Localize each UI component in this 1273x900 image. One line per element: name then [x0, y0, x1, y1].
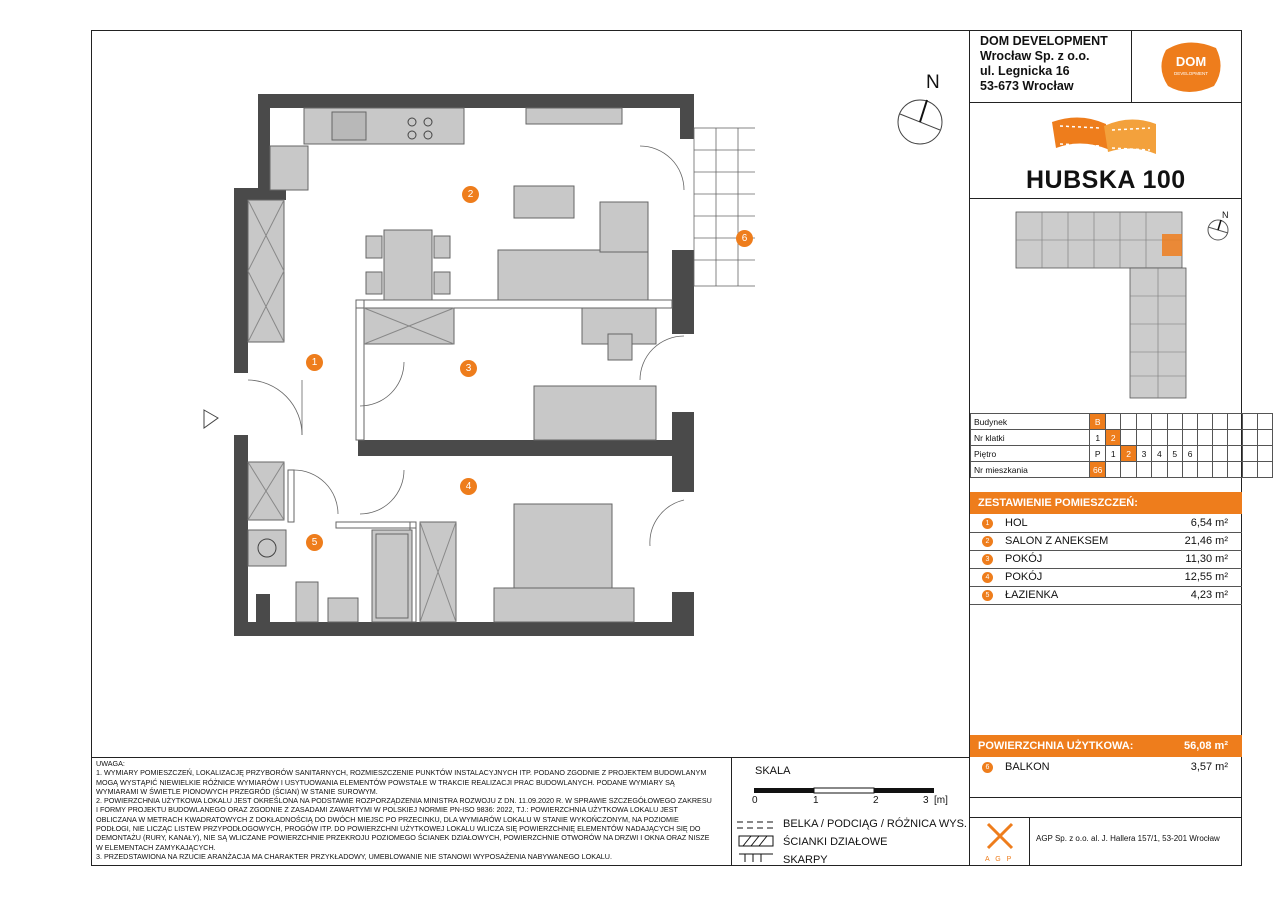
rooms-header: ZESTAWIENIE POMIESZCZEŃ:	[970, 492, 1242, 514]
header-divider	[969, 102, 1242, 103]
usable-area-label: POWIERZCHNIA UŻYTKOWA:	[978, 740, 1134, 752]
wall-east-3	[672, 412, 694, 492]
legend-slopes: SKARPY	[783, 854, 828, 866]
logo-divider	[1131, 30, 1132, 102]
developer-address: DOM DEVELOPMENT Wrocław Sp. z o.o. ul. Legnicka 16 53-673 Wrocław	[980, 34, 1108, 93]
scale-bar	[750, 786, 950, 798]
wall-room3-room4	[358, 440, 672, 456]
wall-south	[234, 622, 694, 636]
room-row-5: 5 ŁAZIENKA 4,23 m²	[970, 586, 1242, 605]
legend-beam: BELKA / PODCIĄG / RÓŻNICA WYS.	[783, 818, 967, 830]
plan-label-2: 2	[462, 186, 479, 203]
room-row-1: 1 HOL 6,54 m²	[970, 514, 1242, 533]
wall-east-1	[680, 94, 694, 139]
agp-letters: A G P	[985, 856, 1014, 863]
scale-unit: [m]	[934, 795, 948, 806]
wall-bath-nook	[256, 594, 270, 624]
row-mieszkanie: Nr mieszkania 66	[971, 462, 1273, 478]
agp-logo-icon	[984, 822, 1016, 850]
mini-compass-icon	[1206, 218, 1230, 242]
balcony-divider	[969, 797, 1242, 798]
plan-label-5: 5	[306, 534, 323, 551]
scale-tick-3: 3	[923, 795, 929, 806]
compass-icon	[896, 98, 946, 148]
notes-scale-divider	[731, 757, 732, 866]
building-key-plan	[1012, 206, 1192, 400]
room-row-4: 4 POKÓJ 12,55 m²	[970, 568, 1242, 587]
compass-label: N	[926, 72, 940, 93]
balcony-row: 6 BALKON 3,57 m²	[970, 758, 1242, 776]
notes-divider	[91, 757, 970, 758]
legend-walls: ŚCIANKI DZIAŁOWE	[783, 836, 888, 848]
project-title: HUBSKA 100	[1026, 166, 1186, 194]
wall-east-2	[672, 250, 694, 334]
scale-label: SKALA	[755, 765, 791, 777]
logo-word-bottom: DEVELOPMENT	[1173, 71, 1209, 76]
agp-logo-divider	[1029, 817, 1030, 866]
plan-label-1: 1	[306, 354, 323, 371]
room-row-2: 2 SALON Z ANEKSEM 21,46 m²	[970, 532, 1242, 551]
wall-shaft	[258, 94, 270, 194]
row-budynek: Budynek B	[971, 414, 1273, 430]
usable-area-bar	[970, 735, 1242, 757]
usable-area-value: 56,08 m²	[1183, 740, 1228, 752]
plan-label-6: 6	[736, 230, 753, 247]
scale-tick-0: 0	[752, 795, 758, 806]
dom-development-logo	[1158, 40, 1224, 94]
scale-tick-2: 2	[873, 795, 879, 806]
room-row-3: 3 POKÓJ 11,30 m²	[970, 550, 1242, 569]
apartment-info-table	[970, 413, 1273, 478]
wall-north	[258, 94, 694, 108]
wall-west-upper	[234, 188, 248, 373]
logo-word-top: DOM	[1175, 54, 1207, 69]
agp-divider	[969, 817, 1242, 818]
row-pietro: Piętro P 1 2 3 4 5 6	[971, 446, 1273, 462]
film-strip-icon	[1050, 110, 1160, 160]
scale-tick-1: 1	[813, 795, 819, 806]
legend-symbols	[737, 820, 777, 864]
row-klatka: Nr klatki 1 2	[971, 430, 1273, 446]
wall-west-lower	[234, 435, 248, 635]
notes-block: UWAGA: 1. WYMIARY POMIESZCZEŃ, LOKALIZACJĘ PRZYBORÓW SANITARNYCH, ROZMIESZCZENIE PUNKTÓW INSTALACYJNYCH ITP. PODANO ZGODNIE Z PROJEKTEM BUDOWLANYM MOGĄ WYSTĄPIĆ NIEWIELKIE RÓŻNICE WYMIARÓW I USYTUOWANIA ELEMENTÓW POWSTAŁE W TRAKCIE REALIZACJI PRAC BUDOWLANYCH. PODANE WYMIARY SĄ WYMIARAMI W ŚWIETLE PIONOWYCH PRZEGRÓD (ŚCIAN) W STANIE SUROWYM. 2. POWIERZCHNIA UŻYTKOWA LOKALU JEST OKREŚLONA NA PODSTAWIE ROZPORZĄDZENIA MINISTRA ROZWOJU Z DN. 11.09.2020 R. W SPRAWIE SZCZEGÓŁOWEGO ZAKRESU I FORMY PROJEKTU BUDOWLANEGO ORAZ ZGODNIE Z ZASADAMI ZAWARTYMI W POLSKIEJ NORMIE PN-ISO 9836: 2022, TJ.: POWIERZCHNIA UŻYTKOWA LOKALU JEST OBLICZANA W METRACH KWADRATOWYCH Z DOKŁADNOŚCIĄ DO DWÓCH MIEJSC PO PRZECINKU, DLA WYMIARÓW LOKALU W STANIE WYKOŃCZONYM, NA POZIOMIE PODŁOGI, NIE LICZĄC LISTEW PRZYPODŁOGOWYCH, PROGÓW ITP. DO POWIERZCHNI UŻYTKOWEJ LOKALU WLICZA SIĘ POWIERZCHNIĘ ELEMENTÓW NADAJĄCYCH SIĘ DO DEMONTAŻU (RURY, KANAŁY), NIE SĄ WLICZANE POWIERZCHNIE PRZEKROJU POZIOMEGO ŚCIANEK DZIAŁOWYCH, POWIERZCHNIE OTWORÓW NA DRZWI I OKNA ORAZ NISZE W ELEMENTACH ZAMYKAJĄCYCH. 3. PRZEDSTAWIONA NA RZUCIE ARANŻACJA MA CHARAKTER PRZYKŁADOWY, UMEBLOWANIE NIE STANOWI WYPOSAŻENIA NABYWANEGO LOKALU.	[96, 759, 712, 861]
plan-label-4: 4	[460, 478, 477, 495]
mini-compass-label: N	[1222, 210, 1229, 220]
title-divider	[969, 198, 1242, 199]
plan-label-3: 3	[460, 360, 477, 377]
agp-address: AGP Sp. z o.o. al. J. Hallera 157/1, 53-201 Wrocław	[1036, 834, 1220, 843]
